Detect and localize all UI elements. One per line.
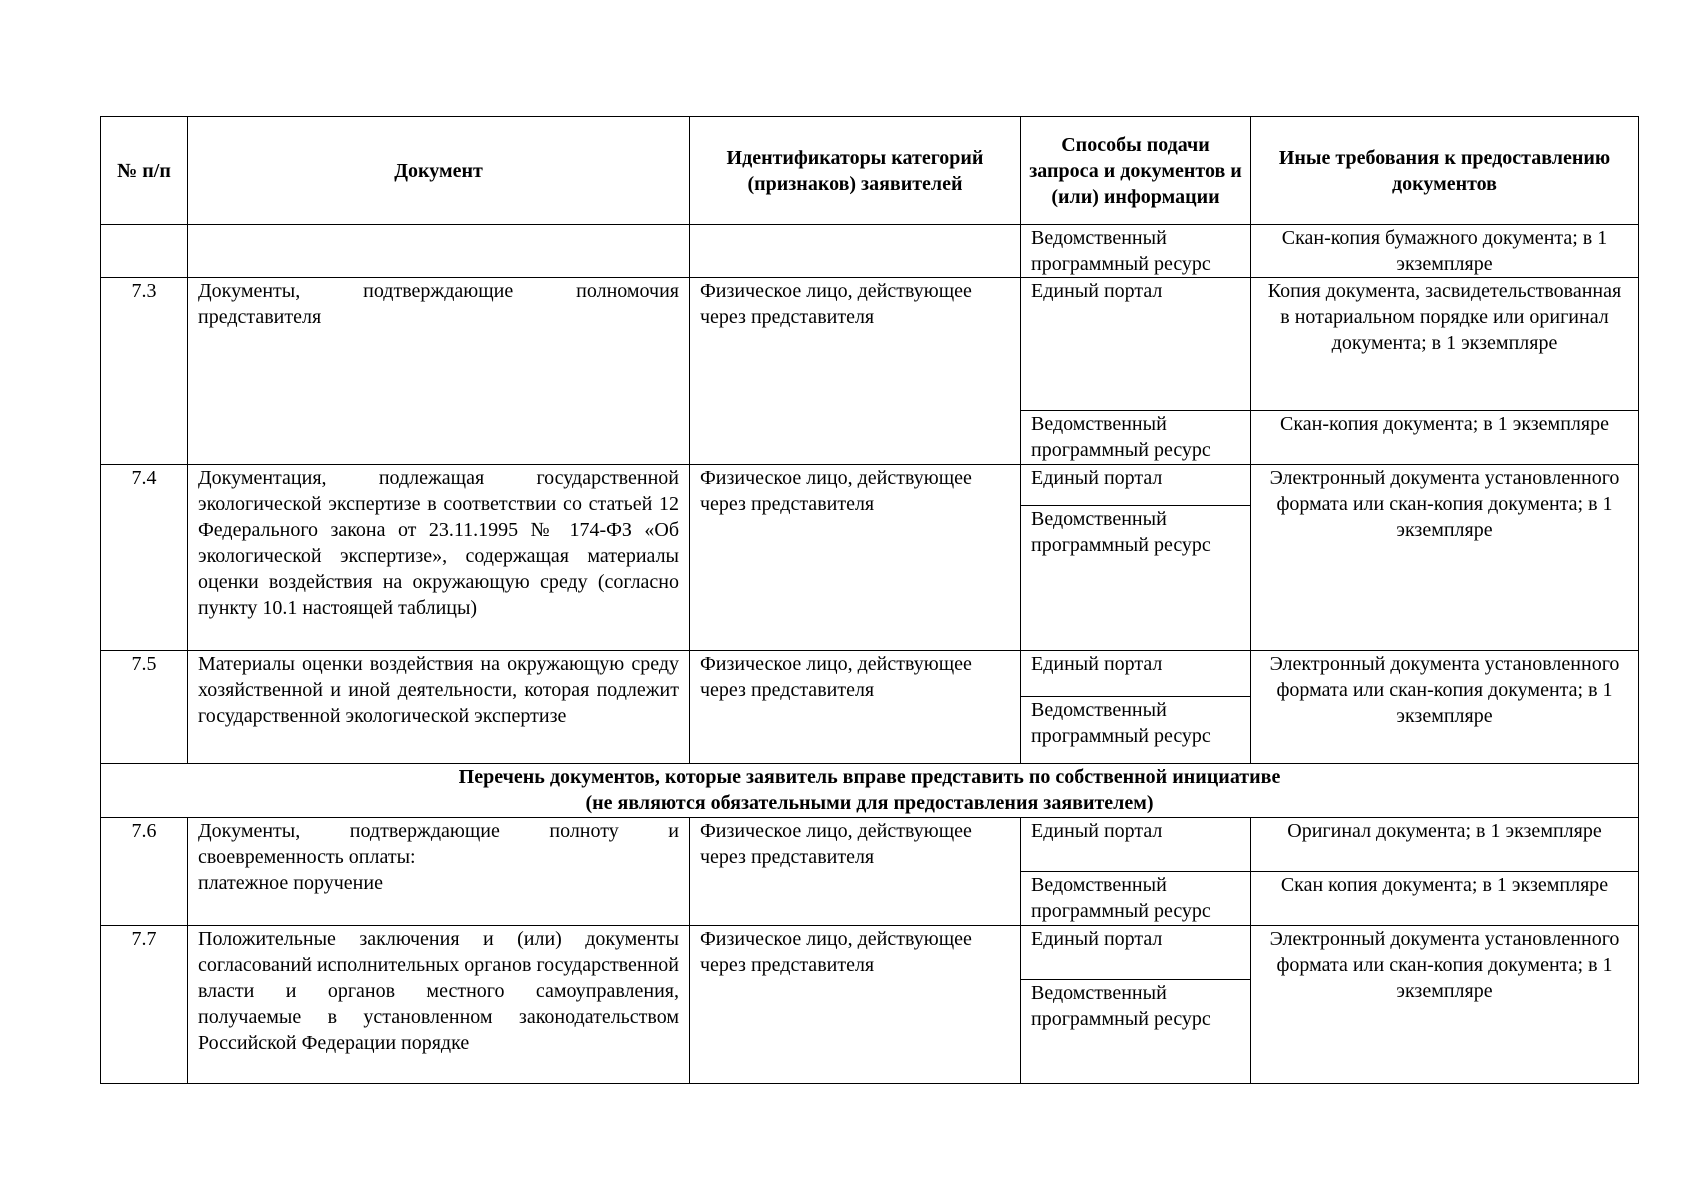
table-row xyxy=(101,465,1639,506)
cell-num xyxy=(101,225,188,278)
cell-num: 7.5 xyxy=(101,651,188,764)
cell-identifier: Физическое лицо, действующее через представителя xyxy=(690,651,1021,764)
cell-requirement: Скан-копия документа; в 1 экземпляре xyxy=(1251,411,1639,465)
cell-num: 7.4 xyxy=(101,465,188,651)
header-methods: Способы подачи запроса и документов и (или) информации xyxy=(1021,117,1251,225)
cell-requirement: Электронный документа установленного формата или скан-копия документа; в 1 экземпляре xyxy=(1251,651,1639,764)
cell-num: 7.3 xyxy=(101,278,188,465)
table-row xyxy=(101,225,1639,278)
header-requirements: Иные требования к предоставлению документов xyxy=(1251,117,1639,225)
table-row xyxy=(101,926,1639,980)
document-line: платежное поручение xyxy=(198,872,383,894)
cell-method: Единый портал xyxy=(1021,278,1251,411)
cell-method: Ведомственный программный ресурс xyxy=(1021,980,1251,1084)
header-num: № п/п xyxy=(101,117,188,225)
document-line: Документы, подтверждающие полноту и xyxy=(198,820,679,842)
cell-num: 7.7 xyxy=(101,926,188,1084)
cell-identifier xyxy=(690,225,1021,278)
cell-requirement: Электронный документа установленного формата или скан-копия документа; в 1 экземпляре xyxy=(1251,926,1639,1084)
cell-requirement: Скан-копия бумажного документа; в 1 экземпляре xyxy=(1251,225,1639,278)
cell-identifier: Физическое лицо, действующее через представителя xyxy=(690,818,1021,926)
table-header-row xyxy=(101,117,1639,225)
cell-method: Единый портал xyxy=(1021,926,1251,980)
document-line: Документы, подтверждающие полномочия xyxy=(198,280,679,302)
cell-document xyxy=(188,818,690,926)
cell-document: Положительные заключения и (или) документы согласований исполнительных органов государственной власти и органов местного самоуправления, получаемые в установленном законодательством Российской Федерации порядке xyxy=(188,926,690,1084)
cell-identifier: Физическое лицо, действующее через представителя xyxy=(690,926,1021,1084)
cell-document: Материалы оценки воздействия на окружающую среду хозяйственной и иной деятельности, которая подлежит государственной экологической экспертизе xyxy=(188,651,690,764)
cell-method: Ведомственный программный ресурс xyxy=(1021,697,1251,764)
cell-method: Ведомственный программный ресурс xyxy=(1021,506,1251,651)
cell-document xyxy=(188,225,690,278)
table-row xyxy=(101,818,1639,872)
document-line: своевременность оплаты: xyxy=(198,846,416,868)
cell-document: Документация, подлежащая государственной экологической экспертизе в соответствии со статьей 12 Федерального закона от 23.11.1995 № 174-ФЗ «Об экологической экспертизе», содержащая материалы оценки воздействия на окружающую среду (согласно пункту 10.1 настоящей таблицы) xyxy=(188,465,690,651)
documents-table xyxy=(100,116,1639,1084)
table-row xyxy=(101,278,1639,411)
cell-identifier: Физическое лицо, действующее через представителя xyxy=(690,465,1021,651)
cell-method: Ведомственный программный ресурс xyxy=(1021,411,1251,465)
cell-requirement: Оригинал документа; в 1 экземпляре xyxy=(1251,818,1639,872)
cell-num: 7.6 xyxy=(101,818,188,926)
section-title-line: (не являются обязательными для предоставления заявителем) xyxy=(585,792,1154,814)
document-line: представителя xyxy=(198,306,322,328)
header-document: Документ xyxy=(188,117,690,225)
cell-method: Единый портал xyxy=(1021,651,1251,697)
cell-requirement: Копия документа, засвидетельствованная в нотариальном порядке или оригинал документа; в 1 экземпляре xyxy=(1251,278,1639,411)
section-row xyxy=(101,764,1639,818)
cell-requirement: Электронный документа установленного формата или скан-копия документа; в 1 экземпляре xyxy=(1251,465,1639,651)
section-title xyxy=(101,764,1639,818)
cell-document xyxy=(188,278,690,465)
header-identifiers: Идентификаторы категорий (признаков) заявителей xyxy=(690,117,1021,225)
table-row xyxy=(101,651,1639,697)
cell-method: Единый портал xyxy=(1021,465,1251,506)
cell-identifier: Физическое лицо, действующее через представителя xyxy=(690,278,1021,465)
cell-requirement: Скан копия документа; в 1 экземпляре xyxy=(1251,872,1639,926)
cell-method: Единый портал xyxy=(1021,818,1251,872)
section-title-line: Перечень документов, которые заявитель вправе представить по собственной инициативе xyxy=(458,766,1281,788)
cell-method: Ведомственный программный ресурс xyxy=(1021,872,1251,926)
cell-method: Ведомственный программный ресурс xyxy=(1021,225,1251,278)
